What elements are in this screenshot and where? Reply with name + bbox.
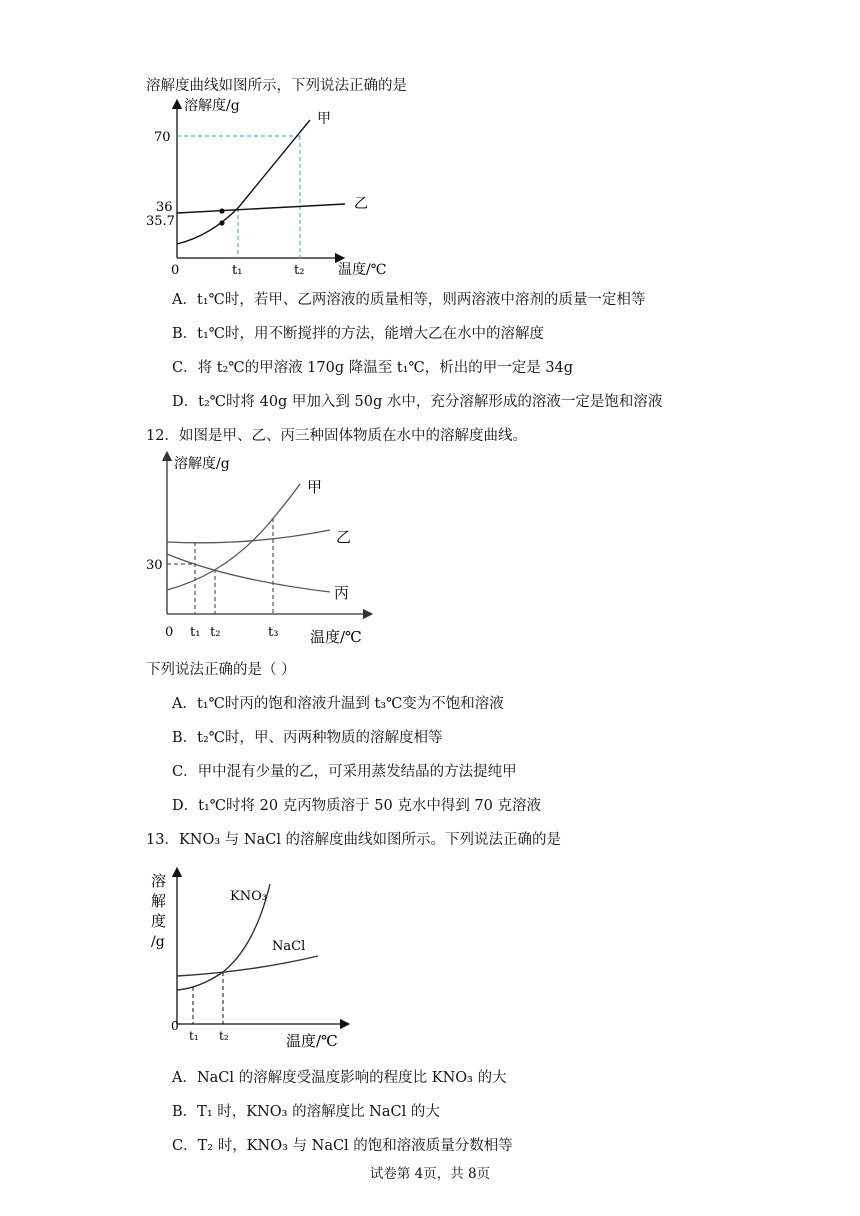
q13-y-label-2: 解 bbox=[151, 892, 167, 910]
q13-option-b: B．T₁ 时，KNO₃ 的溶解度比 NaCl 的大 bbox=[172, 1104, 440, 1120]
q12-stem: 12．如图是甲、乙、丙三种固体物质在水中的溶解度曲线。 bbox=[146, 428, 527, 444]
q13-xtick-t1: t₁ bbox=[189, 1029, 199, 1043]
q11-y-axis-label: 溶解度/g bbox=[184, 98, 240, 114]
q13-option-c: C．T₂ 时，KNO₃ 与 NaCl 的饱和溶液质量分数相等 bbox=[172, 1138, 513, 1154]
q12-curve-jia bbox=[167, 484, 300, 590]
q12-xtick-t2: t₂ bbox=[210, 625, 221, 640]
q12-xtick-t1: t₁ bbox=[190, 625, 201, 640]
q13-solubility-chart bbox=[140, 866, 360, 1052]
q12-curve-yi bbox=[167, 530, 330, 543]
q11-option-c: C．将 t₂℃的甲溶液 170g 降温至 t₁℃，析出的甲一定是 34g bbox=[172, 360, 574, 376]
q13-x-axis-label: 温度/℃ bbox=[286, 1032, 338, 1050]
q11-xtick-t2: t₂ bbox=[294, 263, 305, 278]
q11-label-jia: 甲 bbox=[317, 111, 331, 127]
q12-label-bing: 丙 bbox=[334, 584, 350, 602]
page-footer: 试卷第 4页，共 8页 bbox=[369, 1166, 491, 1182]
q12-y-axis-label: 溶解度/g bbox=[174, 456, 230, 472]
q13-option-a: A．NaCl 的溶解度受温度影响的程度比 KNO₃ 的大 bbox=[172, 1070, 507, 1086]
q11-curve-jia bbox=[177, 120, 310, 244]
q13-stem: 13．KNO₃ 与 NaCl 的溶解度曲线如图所示。下列说法正确的是 bbox=[146, 832, 562, 848]
q13-origin-label: 0 bbox=[171, 1019, 179, 1033]
q13-y-label-3: 度 bbox=[151, 912, 167, 930]
q13-curve-nacl bbox=[177, 956, 318, 976]
q12-x-axis-label: 温度/℃ bbox=[310, 628, 362, 646]
q12-option-d: D．t₁℃时将 20 克丙物质溶于 50 克水中得到 70 克溶液 bbox=[172, 798, 541, 814]
q12-label-yi: 乙 bbox=[336, 528, 352, 546]
q13-y-label-4: /g bbox=[151, 934, 165, 950]
q12-curve-bing bbox=[167, 554, 330, 592]
q11-ytick-70: 70 bbox=[154, 130, 171, 145]
q11-point-1 bbox=[219, 208, 224, 213]
q11-origin-label: 0 bbox=[171, 263, 180, 278]
q12-solubility-chart bbox=[140, 448, 380, 648]
q12-ytick-30: 30 bbox=[146, 558, 163, 573]
q13-y-label-1: 溶 bbox=[151, 872, 167, 890]
q12-question: 下列说法正确的是（ ） bbox=[146, 662, 296, 678]
q11-option-d: D．t₂℃时将 40g 甲加入到 50g 水中，充分溶解形成的溶液一定是饱和溶液 bbox=[172, 394, 663, 410]
q13-label-kno3: KNO₃ bbox=[230, 889, 267, 904]
q12-option-c: C．甲中混有少量的乙，可采用蒸发结晶的方法提纯甲 bbox=[172, 764, 517, 780]
q11-curve-yi bbox=[177, 204, 345, 213]
q11-ytick-36: 36 bbox=[156, 200, 173, 215]
q12-option-a: A．t₁℃时丙的饱和溶液升温到 t₃℃变为不饱和溶液 bbox=[172, 696, 504, 712]
q11-label-yi: 乙 bbox=[354, 196, 368, 212]
q12-origin-label: 0 bbox=[165, 625, 174, 640]
q13-xtick-t2: t₂ bbox=[219, 1029, 229, 1043]
q11-ytick-35-7: 35.7 bbox=[146, 214, 175, 229]
q12-xtick-t3: t₃ bbox=[268, 625, 279, 640]
q12-option-b: B．t₂℃时，甲、丙两种物质的溶解度相等 bbox=[172, 730, 443, 746]
q11-xtick-t1: t₁ bbox=[232, 263, 243, 278]
q11-solubility-chart bbox=[140, 96, 400, 286]
q11-option-a: A．t₁℃时，若甲、乙两溶液的质量相等，则两溶液中溶剂的质量一定相等 bbox=[172, 292, 646, 308]
q11-point-2 bbox=[219, 220, 224, 225]
q11-option-b: B．t₁℃时，用不断搅拌的方法，能增大乙在水中的溶解度 bbox=[172, 326, 545, 342]
q11-x-axis-label: 温度/℃ bbox=[338, 262, 387, 278]
q12-label-jia: 甲 bbox=[307, 478, 323, 496]
q11-stem: 溶解度曲线如图所示，下列说法正确的是 bbox=[146, 78, 407, 94]
q13-label-nacl: NaCl bbox=[272, 939, 306, 954]
